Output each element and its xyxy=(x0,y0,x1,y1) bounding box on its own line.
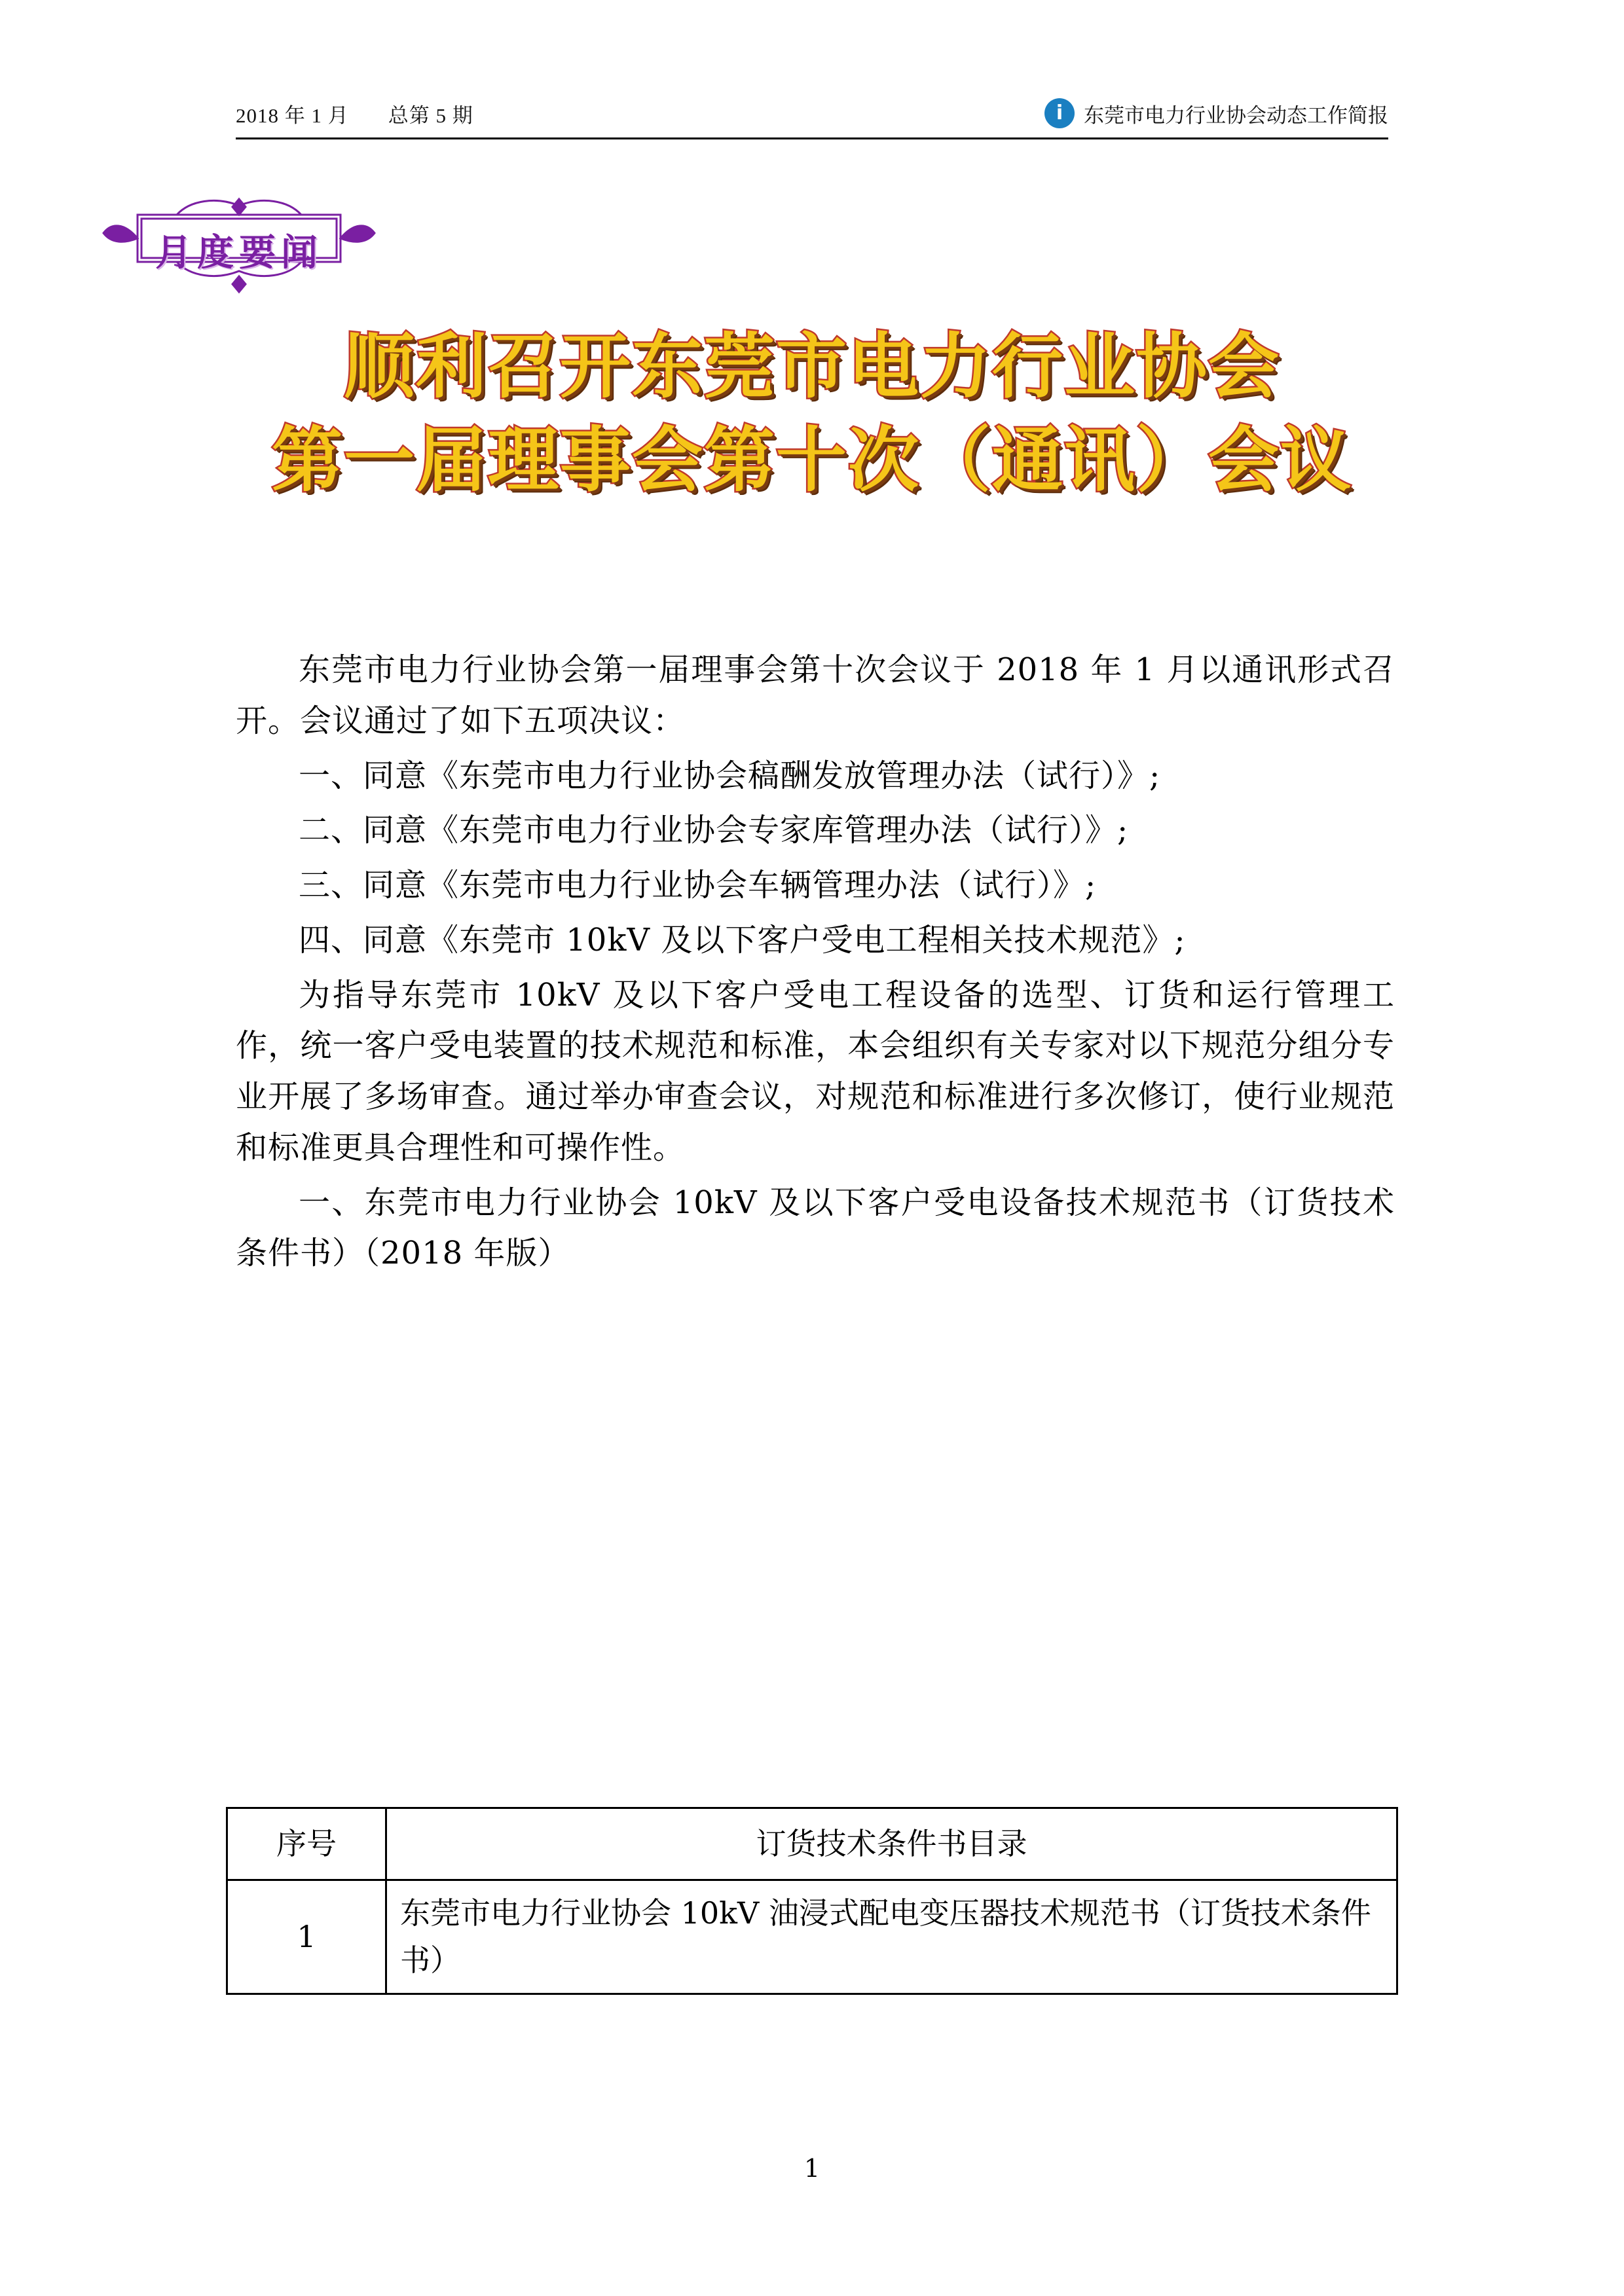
table-cell-text: 东莞市电力行业协会 10kV 油浸式配电变压器技术规范书（订货技术条件书） xyxy=(386,1880,1397,1994)
header-left-group xyxy=(236,99,473,128)
info-circle-icon: i xyxy=(1044,98,1075,128)
header-publication: 东莞市电力行业协会动态工作简报 xyxy=(1084,103,1388,127)
body-paragraph: 三、同意《东莞市电力行业协会车辆管理办法（试行）》; xyxy=(299,867,1097,903)
page-footer xyxy=(0,2154,1624,2183)
table-row xyxy=(227,1880,1397,1994)
header-date: 2018 年 1 月 xyxy=(236,103,349,127)
table-header-row xyxy=(227,1808,1397,1880)
badge-label: 月度要闻 xyxy=(155,231,323,274)
body-paragraph: 为指导东莞市 10kV 及以下客户受电工程设备的选型、订货和运行管理工作，统一客户受电装置的技术规范和标准，本会组织有关专家对以下规范分组分专业开展了多场审查。通过举办审查会议，对规范和标准进行多次修订，使行业规范和标准更具合理性和可操作性。 xyxy=(236,976,1395,1166)
table-header-title: 订货技术条件书目录 xyxy=(386,1808,1397,1880)
spec-catalog-table xyxy=(226,1807,1398,1995)
table-cell-seq: 1 xyxy=(227,1880,386,1994)
body-paragraph: 四、同意《东莞市 10kV 及以下客户受电工程相关技术规范》; xyxy=(299,921,1186,958)
page-number: 1 xyxy=(803,2154,821,2183)
table-header-seq: 序号 xyxy=(227,1808,386,1880)
body-paragraph: 一、东莞市电力行业协会 10kV 及以下客户受电设备技术规范书（订货技术条件书）（2018 年版） xyxy=(236,1184,1395,1272)
article-title-line-2: 第一届理事会第十次（通讯）会议 xyxy=(271,419,1352,501)
article-body xyxy=(236,645,1395,1283)
body-paragraph: 二、同意《东莞市电力行业协会专家库管理办法（试行）》; xyxy=(299,812,1129,849)
body-paragraph: 东莞市电力行业协会第一届理事会第十次会议于 2018 年 1 月以通讯形式召开。会议通过了如下五项决议： xyxy=(236,651,1395,739)
header-right-group xyxy=(1044,98,1388,128)
page-header xyxy=(236,98,1388,128)
header-divider xyxy=(236,137,1388,139)
header-issue: 总第 5 期 xyxy=(388,103,473,127)
article-title xyxy=(131,321,1493,507)
body-paragraph: 一、同意《东莞市电力行业协会稿酬发放管理办法（试行）》; xyxy=(299,757,1161,794)
monthly-highlights-badge xyxy=(98,183,380,308)
article-title-line-1: 顺利召开东莞市电力行业协会 xyxy=(343,326,1280,408)
